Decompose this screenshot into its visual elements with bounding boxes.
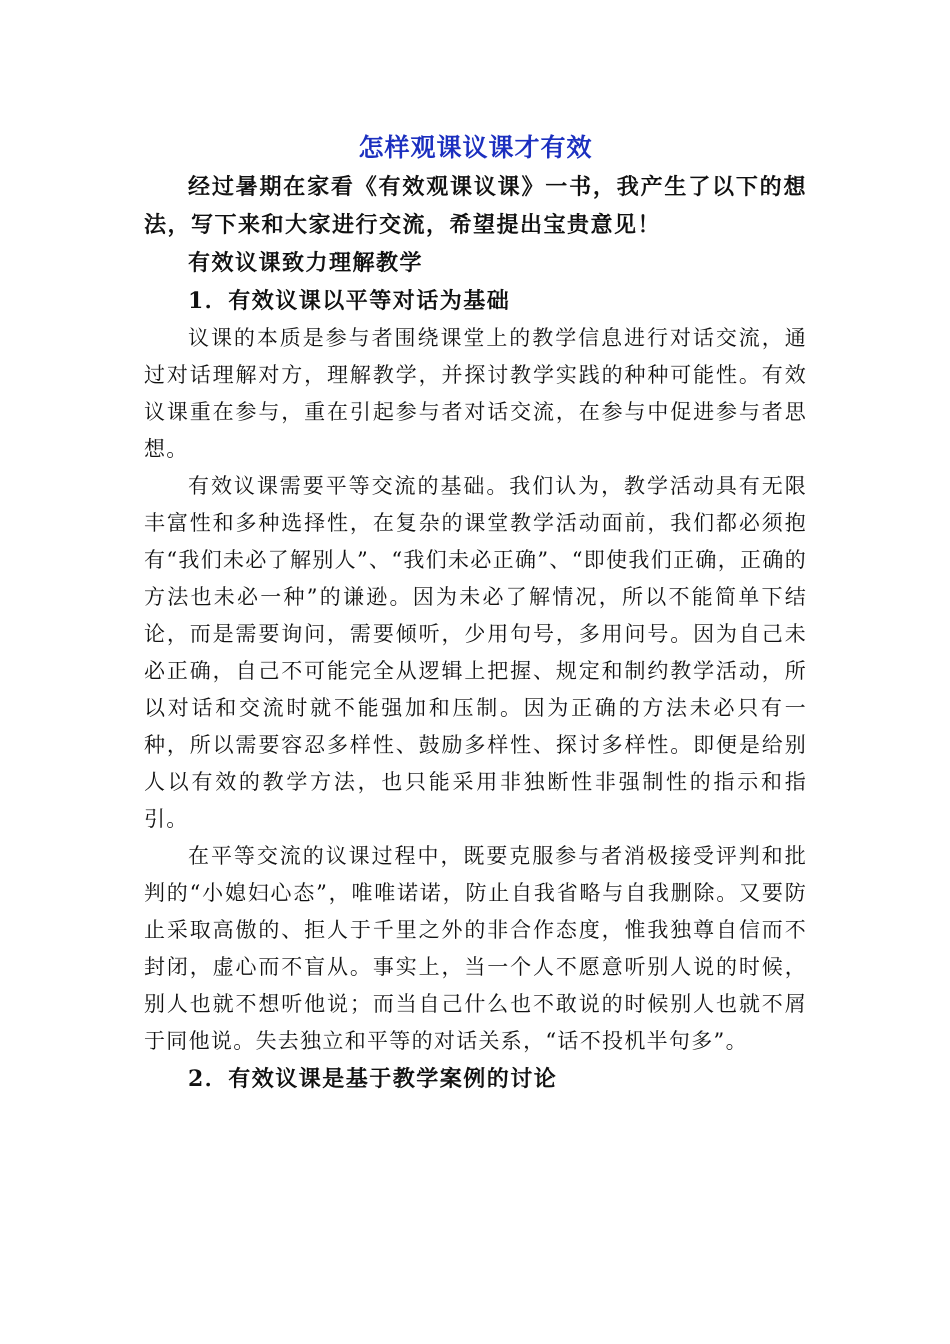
section-2-heading: 2．有效议课是基于教学案例的讨论 [188, 1066, 558, 1092]
body-paragraph: 议课的本质是参与者围绕课堂上的教学信息进行对话交流，通过对话理解对方，理解教学，并探讨教学实践的种种可能性。有效议课重在参与，重在引起参与者对话交流，在参与中促进参与者思想。 [144, 326, 807, 461]
document-page [144, 128, 807, 1098]
body-paragraph: 在平等交流的议课过程中，既要克服参与者消极接受评判和批判的“小媳妇心态”，唯唯诺诺，防止自我省略与自我删除。又要防止采取高傲的、拒人于千里之外的非合作态度，惟我独尊自信而不封闭，虚心而不盲从。事实上，当一个人不愿意听别人说的时候，别人也就不想听他说；而当自己什么也不敢说的时候别人也就不屑于同他说。失去独立和平等的对话关系，“话不投机半句多”。 [144, 844, 807, 1053]
section-1-heading: 1．有效议课以平等对话为基础 [188, 288, 511, 314]
body-paragraph: 有效议课需要平等交流的基础。我们认为，教学活动具有无限丰富性和多种选择性，在复杂的课堂教学活动面前，我们都必须抱有“我们未必了解别人”、“我们未必正确”、“即使我们正确，正确的方法也未必一种”的谦逊。因为未必了解情况，所以不能简单下结论，而是需要询问，需要倾听，少用句号，多用问号。因为自己未必正确，自己不可能完全从逻辑上把握、规定和制约教学活动，所以对话和交流时就不能强加和压制。因为正确的方法未必只有一种，所以需要容忍多样性、鼓励多样性、探讨多样性。即便是给别人以有效的教学方法，也只能采用非独断性非强制性的指示和指引。 [144, 474, 807, 831]
document-title: 怎样观课议课才有效 [358, 133, 593, 162]
main-heading: 有效议课致力理解教学 [188, 250, 424, 276]
intro-paragraph: 经过暑期在家看《有效观课议课》一书，我产生了以下的想法，写下来和大家进行交流，希望提出宝贵意见！ [144, 174, 807, 238]
